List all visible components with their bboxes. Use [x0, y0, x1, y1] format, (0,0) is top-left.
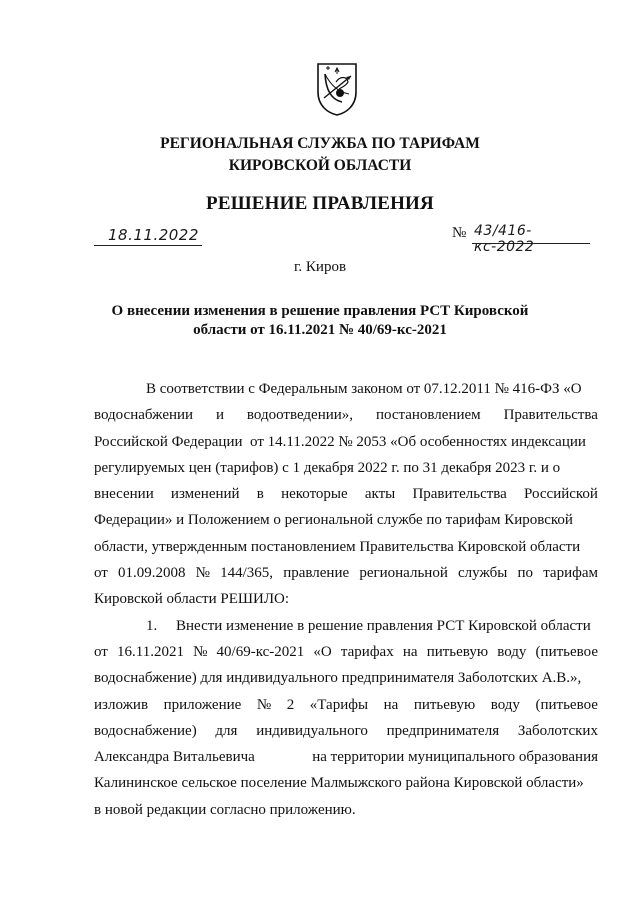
body-text	[94, 376, 598, 823]
text-fragment: изложив	[94, 696, 149, 713]
text-fragment: 16.11.2021	[117, 643, 184, 660]
text-fragment: «О	[313, 643, 332, 660]
text-fragment: №	[195, 565, 210, 582]
text-fragment: водоснабжение) для индивидуального предпринимателя Заболотских А.В.»,	[94, 670, 582, 687]
text-fragment: (питьевое	[535, 696, 598, 713]
text-line	[94, 797, 598, 823]
text-fragment: предпринимателя	[386, 722, 500, 739]
text-fragment: от	[94, 643, 108, 660]
text-fragment: 1. Внести изменение в решение правления РСТ Кировской области	[146, 617, 591, 634]
text-fragment: индивидуального	[256, 722, 368, 739]
text-line	[94, 376, 598, 402]
text-fragment: питьевую	[413, 696, 476, 713]
text-line	[94, 560, 598, 586]
decision-title: РЕШЕНИЕ ПРАВЛЕНИЯ	[206, 193, 434, 214]
text-fragment: Федерации» и Положением о региональной службе по тарифам Кировской	[94, 512, 573, 529]
text-fragment: по	[517, 565, 534, 582]
text-fragment: на	[383, 696, 399, 713]
text-line	[94, 534, 598, 560]
text-fragment: водоснабжении	[94, 407, 194, 424]
text-fragment: №	[193, 643, 208, 660]
text-fragment: Кировской области РЕШИЛО:	[94, 591, 290, 608]
text-fragment: воду	[497, 643, 527, 660]
agency-line-1: РЕГИОНАЛЬНАЯ СЛУЖБА ПО ТАРИФАМ	[160, 135, 480, 152]
text-line	[94, 718, 598, 744]
text-fragment: водоотведении»,	[246, 407, 354, 424]
text-fragment: тарифам	[543, 565, 598, 582]
text-fragment: приложение	[163, 696, 242, 713]
text-fragment: Калининское сельское поселение Малмыжского района Кировской области»	[94, 775, 584, 792]
subject-line-2: области от 16.11.2021 № 40/69-кс-2021	[193, 322, 447, 338]
text-line	[94, 402, 598, 428]
text-fragment: Александра Витальевича	[94, 749, 255, 766]
text-fragment: Российской Федерации от 14.11.2022 № 2053 «Об особенностях индексации	[94, 433, 586, 450]
text-fragment: Заболотских	[517, 722, 598, 739]
text-line	[94, 744, 598, 770]
text-fragment: В соответствии с Федеральным законом от 07.12.2011 № 416-ФЗ «О	[146, 381, 582, 397]
text-fragment: акты	[364, 486, 396, 503]
number-sign: №	[452, 225, 467, 241]
text-line	[94, 507, 598, 533]
text-fragment: питьевую	[426, 643, 489, 660]
date-field	[94, 225, 202, 246]
text-fragment: №	[256, 696, 272, 713]
text-fragment: водоснабжение)	[94, 722, 197, 739]
decision-subject	[100, 302, 540, 340]
text-fragment: воду	[490, 696, 520, 713]
text-fragment: некоторые	[281, 486, 348, 503]
text-fragment: региональной	[359, 565, 448, 582]
city: г. Киров	[293, 259, 347, 275]
text-line	[94, 481, 598, 507]
text-fragment: Российской	[524, 486, 598, 503]
text-fragment: на территории муниципального образования	[312, 749, 598, 766]
text-fragment: 144/365,	[220, 565, 274, 582]
text-fragment: внесении	[94, 486, 154, 503]
paragraph-item-1	[94, 613, 598, 823]
text-fragment: и	[215, 407, 224, 424]
text-fragment: регулируемых цен (тарифов) с 1 декабря 2022 г. по 31 декабря 2023 г. и о	[94, 459, 561, 476]
text-fragment: для	[215, 722, 238, 739]
text-fragment: в новой редакции согласно приложению.	[94, 801, 356, 818]
text-fragment: 01.09.2008	[118, 565, 186, 582]
number-line	[472, 223, 590, 255]
text-line	[94, 665, 598, 691]
text-line	[94, 429, 598, 455]
text-line	[94, 692, 598, 718]
number-handwritten: 43/416-кс-2022	[474, 223, 535, 255]
coat-of-arms-icon	[316, 62, 358, 116]
text-fragment: 2	[286, 696, 295, 713]
text-fragment: постановлением	[375, 407, 481, 424]
subject-line-1: О внесении изменения в решение правления РСТ Кировской	[111, 303, 529, 319]
agency-line-2: КИРОВСКОЙ ОБЛАСТИ	[228, 157, 412, 174]
text-fragment: от	[94, 565, 108, 582]
text-fragment: в	[256, 486, 264, 503]
text-line	[94, 639, 598, 665]
text-fragment: правление	[283, 565, 350, 582]
text-fragment: на	[402, 643, 418, 660]
text-fragment: службы	[458, 565, 508, 582]
text-line	[94, 613, 598, 639]
text-fragment: 40/69-кс-2021	[216, 643, 305, 660]
text-fragment: (питьевое	[535, 643, 598, 660]
text-fragment: Правительства	[412, 486, 507, 503]
text-fragment: «Тарифы	[309, 696, 369, 713]
text-fragment: тарифах	[340, 643, 394, 660]
text-line	[94, 586, 598, 612]
text-line	[94, 770, 598, 796]
text-fragment: области, утвержденным постановлением Правительства Кировской области	[94, 538, 581, 555]
agency-name	[0, 133, 640, 177]
text-fragment: Правительства	[503, 407, 598, 424]
text-line	[94, 455, 598, 481]
text-fragment: изменений	[170, 486, 240, 503]
number-field	[452, 223, 592, 255]
paragraph-preamble	[94, 376, 598, 613]
date-handwritten: 18.11.2022	[108, 226, 199, 244]
